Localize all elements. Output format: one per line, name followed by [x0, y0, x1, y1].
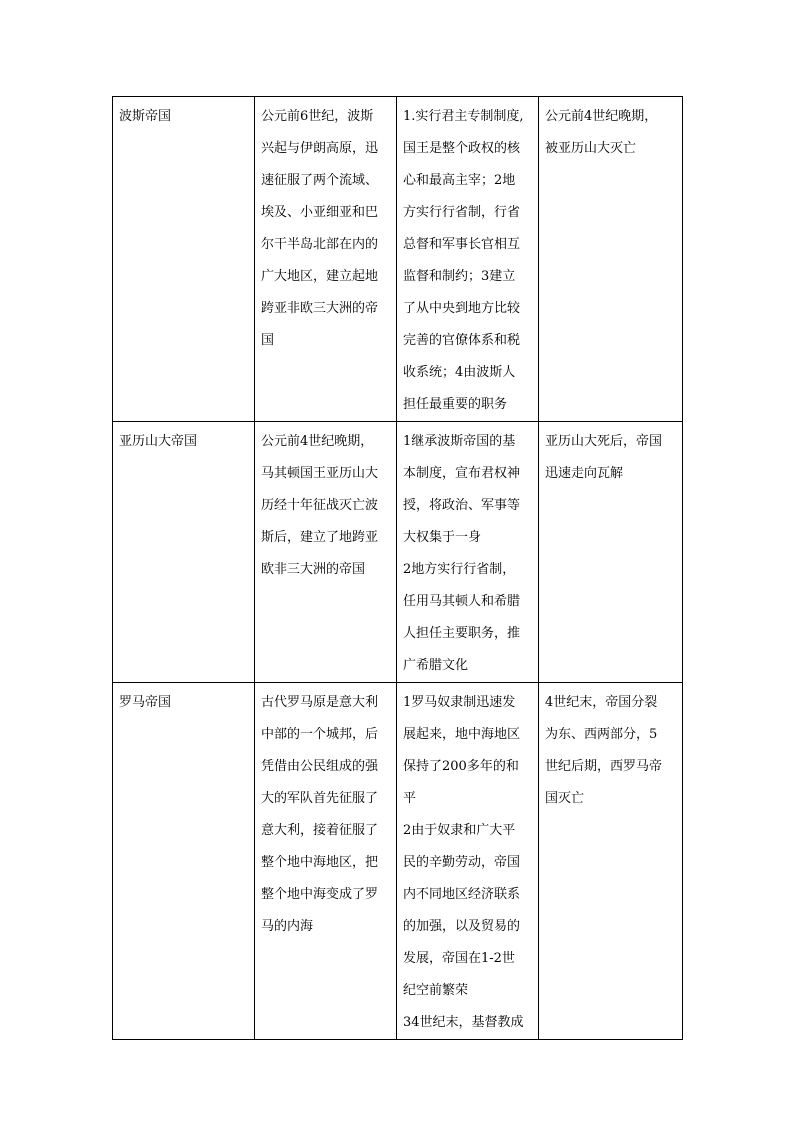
empire-rise-cell: 公元前4世纪晚期， 马其顿国王亚历山大 历经十年征战灭亡波 斯后，建立了地跨亚 欧非三大洲的帝国: [255, 422, 397, 683]
empire-system-cell: 1.实行君主专制制度, 国王是整个政权的核 心和最高主宰；2地 方实行行省制，行省 总督和军事长官相互 监督和制约；3建立 了从中央到地方比较 完善的官僚体系和税 收系统；4由波斯人 担任最重要的职务: [397, 97, 539, 422]
empire-rise-cell: 古代罗马原是意大利 中部的一个城邦，后 凭借由公民组成的强 大的军队首先征服了 意大利，接着征服了 整个地中海地区，把 整个地中海变成了罗 马的内海: [255, 683, 397, 1040]
empire-name-cell: 罗马帝国: [113, 683, 255, 1040]
empire-fall-cell: 4世纪末，帝国分裂 为东、西两部分，5 世纪后期，西罗马帝 国灭亡: [539, 683, 683, 1040]
empires-table: [112, 96, 683, 1040]
table-row: [113, 97, 683, 422]
empire-rise-cell: 公元前6世纪，波斯 兴起与伊朗高原，迅 速征服了两个流域、 埃及、小亚细亚和巴 尔干半岛北部在内的 广大地区，建立起地 跨亚非欧三大洲的帝 国: [255, 97, 397, 422]
empire-fall-cell: 公元前4世纪晚期， 被亚历山大灭亡: [539, 97, 683, 422]
empire-name-cell: 波斯帝国: [113, 97, 255, 422]
empire-system-cell: 1继承波斯帝国的基 本制度，宣布君权神 授，将政治、军事等 大权集于一身 2地方实行行省制， 任用马其顿人和希腊 人担任主要职务，推 广希腊文化: [397, 422, 539, 683]
table-row: [113, 683, 683, 1040]
empire-system-cell: 1罗马奴隶制迅速发 展起来，地中海地区 保持了200多年的和 平 2由于奴隶和广大平 民的辛勤劳动，帝国 内不同地区经济联系 的加强，以及贸易的 发展，帝国在1-2世 纪空前繁荣 34世纪末，基督教成: [397, 683, 539, 1040]
empire-fall-cell: 亚历山大死后，帝国 迅速走向瓦解: [539, 422, 683, 683]
empire-name-cell: 亚历山大帝国: [113, 422, 255, 683]
table-row: [113, 422, 683, 683]
